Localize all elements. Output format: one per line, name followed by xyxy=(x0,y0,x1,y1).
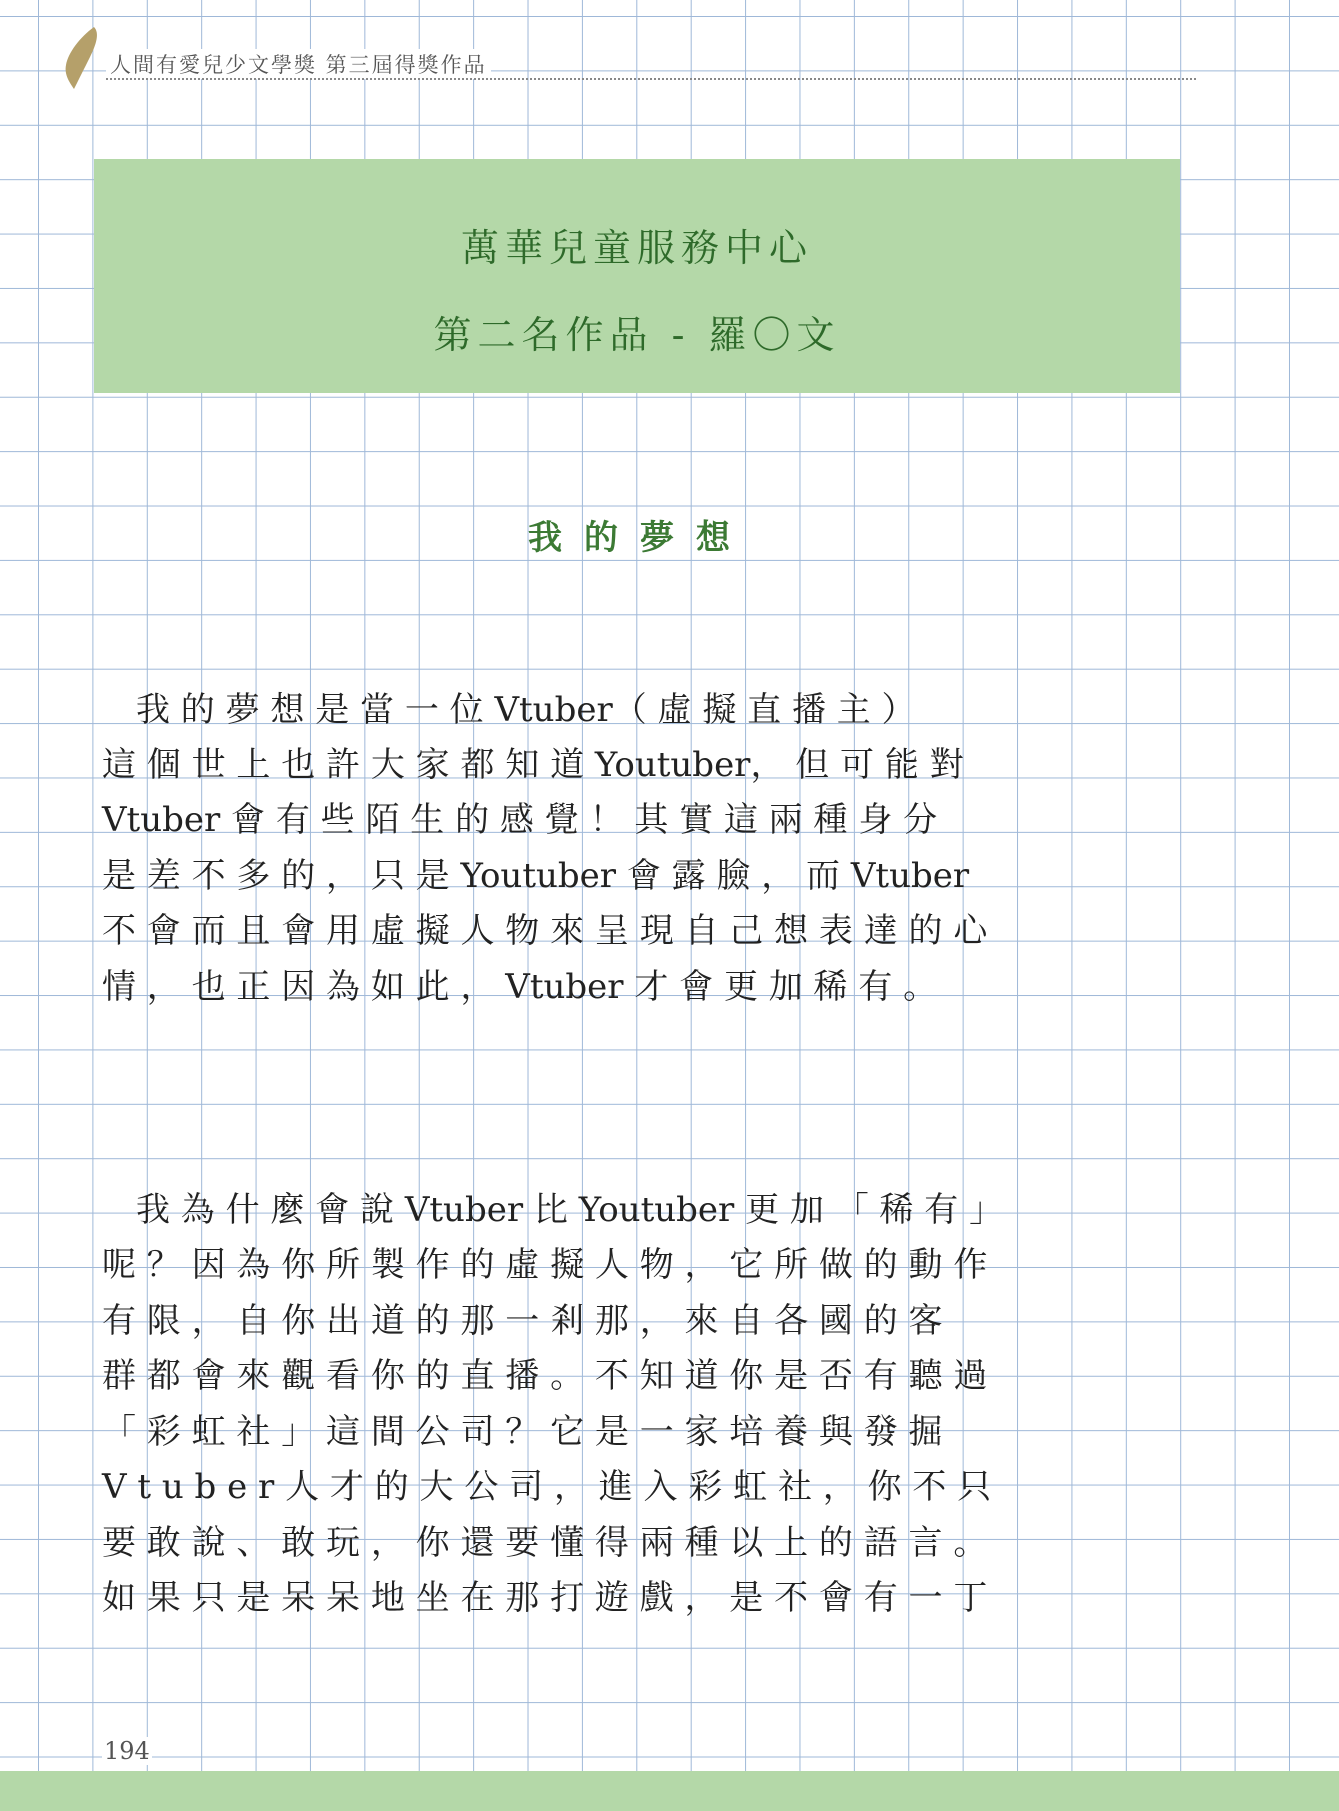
text-line: 如 果 只 是 呆 呆 地 坐 在 那 打 遊 戲 ， 是 不 會 有 一 丁 xyxy=(102,1578,988,1618)
text-line: 是 差 不 多 的 ， 只 是 Youtuber 會 露 臉 ， 而 Vtuber xyxy=(102,856,970,896)
text-line: 群 都 會 來 觀 看 你 的 直 播 。 不 知 道 你 是 否 有 聽 過 xyxy=(102,1356,988,1396)
taiwan-leaf-icon xyxy=(60,25,104,91)
organization-name: 萬華兒童服務中心 xyxy=(460,226,813,270)
text-line: 要 敢 說 、 敢 玩 ， 你 還 要 懂 得 兩 種 以 上 的 語 言 。 xyxy=(102,1523,988,1563)
text-line: 這 個 世 上 也 許 大 家 都 知 道 Youtuber， 但 可 能 對 xyxy=(102,745,964,785)
footer-bar xyxy=(0,1771,1339,1811)
page-header xyxy=(60,25,1200,85)
running-head: 人間有愛兒少文學獎 第三屆得獎作品 xyxy=(106,49,491,79)
text-line: 我 的 夢 想 是 當 一 位 Vtuber（ 虛 擬 直 播 主 ） xyxy=(102,690,916,730)
text-line: 不 會 而 且 會 用 虛 擬 人 物 來 呈 現 自 己 想 表 達 的 心 xyxy=(102,911,988,951)
essay-title: 我的夢想 xyxy=(528,518,752,558)
text-line: 呢 ？ 因 為 你 所 製 作 的 虛 擬 人 物 ， 它 所 做 的 動 作 xyxy=(102,1245,988,1285)
header-rule xyxy=(106,78,1196,80)
text-line: 我 為 什 麼 會 說 Vtuber 比 Youtuber 更 加 「 稀 有 」 xyxy=(102,1190,1004,1230)
text-line: 情 ， 也 正 因 為 如 此 ， Vtuber 才 會 更 加 稀 有 。 xyxy=(102,967,938,1007)
title-banner xyxy=(94,159,1180,393)
page-number: 194 xyxy=(104,1737,150,1765)
text-line: 有 限 ， 自 你 出 道 的 那 一 剎 那 ， 來 自 各 國 的 客 xyxy=(102,1301,943,1341)
text-line: 「 彩 虹 社 」 這 間 公 司 ？ 它 是 一 家 培 養 與 發 掘 xyxy=(102,1412,943,1452)
text-line: Vtuber 會 有 些 陌 生 的 感 覺 ！ 其 實 這 兩 種 身 分 xyxy=(102,800,938,840)
text-line: V t u b e r 人 才 的 大 公 司 ， 進 入 彩 虹 社 ， 你 不 只 xyxy=(102,1467,992,1507)
award-author: 第二名作品 - 羅〇文 xyxy=(433,313,841,357)
